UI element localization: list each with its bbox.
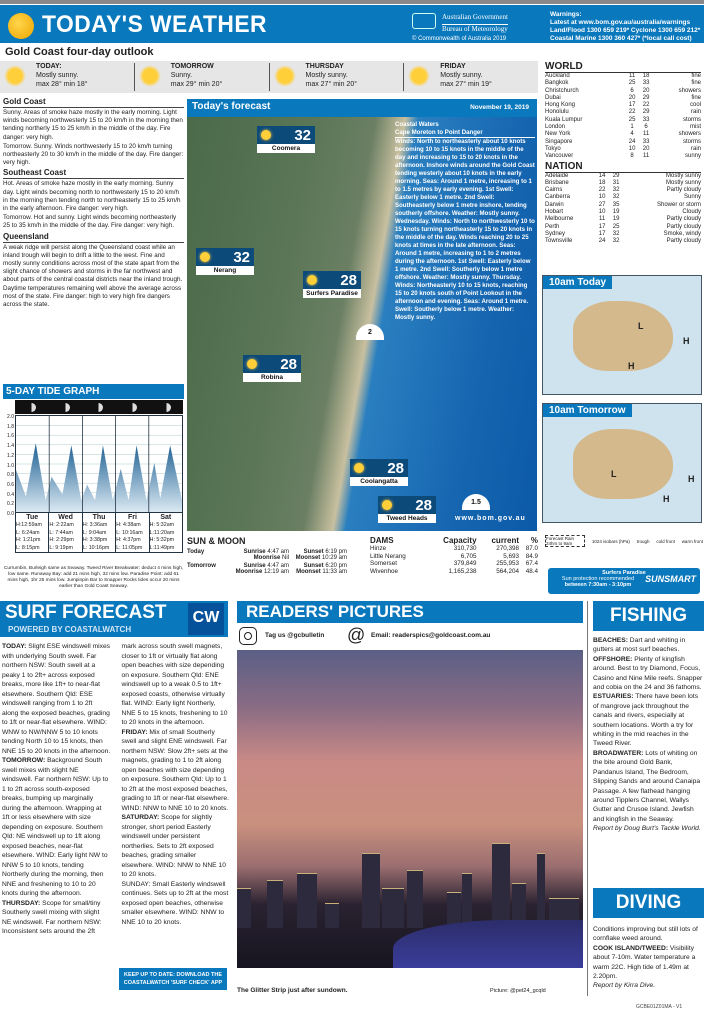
fishing-report: BEACHES: Dart and whiting in gutters at most surf beaches. OFFSHORE: Plenty of kingfish around. Best to try Diamond, Focus, Casino and Nine Mile reefs. Snapper and cobia on the 24 and 36 fathoms. ESTUARIES: There have been lots of mangrove jack throughout the canals and rivers, especially at southern locations. Worth a try for whiting in the mid reaches in the Tweed River. BROADWATER: Lots of whiting on the bite around Gold Bank, Pandanus Island, The Bedroom, Slipping Sands and around Canaipa Passage. A few flathead hanging around Tipplers Channel, Wallys Gutter and Crusoe Island. Jewfish and kingfish in the Seaway. Report by Doug Burt's Tackle World.	[593, 637, 703, 833]
table-row: Darwin 27 35 Shower or storm	[545, 201, 701, 208]
coat-of-arms-icon	[412, 13, 436, 29]
sun-icon	[200, 252, 210, 262]
sun-icon	[8, 13, 34, 39]
readers-photo	[237, 650, 583, 968]
sun-icon	[307, 275, 317, 285]
table-row: Brisbane 18 31 Mostly sunny	[545, 179, 701, 186]
table-row: Melbourne 11 19 Partly cloudy	[545, 216, 701, 223]
synoptic-chart-tomorrow: 10am Tomorrow L H H	[542, 403, 702, 523]
city-skyline	[237, 818, 583, 928]
outlook-day: TODAY: Mostly sunny. max 28° min 18°	[0, 63, 135, 91]
sun-icon	[247, 359, 257, 369]
outlook-title: Gold Coast four-day outlook	[5, 46, 154, 58]
location-temp: 28 Coolangatta	[350, 459, 408, 486]
table-row: Wivenhoe 1,165,238 564,204 48.4	[370, 567, 538, 575]
copyright: © Commonwealth of Australia 2019	[412, 36, 507, 42]
regional-forecasts: Gold Coast Sunny. Areas of smoke haze mostly in the early morning. Light winds becoming northwesterly 15 to 20 km/h in the morning then tending northerly 15 to 25 km/h in the middle of the day. Fire danger: very high. Tomorrow. Sunny. Winds northwesterly 15 to 20 km/h turning northeasterly 20 to 30 km/h in the middle of the day. Fire danger: very high. Southeast Coast Hot. Areas of smoke haze mostly in the early morning. Sunny day. Light winds becoming north to northwesterly 15 to 20 km/h in the morning then tending north to northeasterly 15 to 25 km/h in the early afternoon. Fire danger: very high. Tomorrow. Hot and sunny. Light winds becoming northeasterly 25 to 35 km/h in the middle of the day. Fire danger: very high. Queensland A weak ridge will persist along the Queensland coast while an inland trough will begin to drift a little to the west. Fine and mostly sunny conditions across most of the state apart from the slight chance of showers and storms in the far northwest and about parts of the central coastal districts near the inland trough. Daytime temperatures remaining well above the average across most of the state. Fire danger: high to very high fire dangers across the state.	[3, 97, 184, 309]
moon-phases	[15, 400, 183, 414]
table-row: Dubai 20 29 fine	[545, 94, 701, 101]
outlook-day: THURSDAY Mostly sunny. max 27° min 20°	[270, 63, 405, 91]
sun-cloud-icon	[4, 65, 26, 87]
dams-table: DAMS Capacity current % Hinze 310,730 270,398 87.0 Little Nerang 6,705 5,693 84.9 Somerset 379,849 255,953 67.4 Wivenhoe 1,165,238 564,204 48.4	[370, 536, 538, 575]
four-day-outlook	[0, 61, 538, 93]
readers-pictures-title: READERS' PICTURES	[237, 601, 583, 623]
synoptic-legend: Forecast Rain 24hrs to 9am 1024 isobars (hPa) trough cold front warm front	[546, 536, 703, 546]
email-at-icon: @	[347, 625, 366, 645]
moon-icon	[128, 403, 137, 412]
section-heading: Gold Coast	[3, 97, 184, 108]
tide-graph-title: 5-DAY TIDE GRAPH	[3, 384, 184, 399]
instagram-tag[interactable]: Tag us @gcbulletin	[265, 632, 325, 639]
tide-day: Sat H: 5:32am L:11:20am H: 5:32pm L:11:49pm	[149, 514, 175, 551]
outlook-day: TOMORROW Sunny. max 29° min 20°	[135, 63, 270, 91]
weather-header	[0, 5, 704, 43]
sun-moon: SUN & MOON Today Sunrise 4:47 am Sunset 6:19 pm Moonrise Nil Moonset 10:29 am Tomorrow Sunrise 4:47 am Sunset 6:20 pm Moonrise 12:19 am Moonset 11:33 am	[187, 536, 347, 575]
section-heading: Southeast Coast	[3, 168, 184, 179]
top-rule	[0, 0, 704, 4]
tide-day: Thu H: 3:36am L: 9:04am H: 3:38pm L: 10:16pm	[83, 513, 116, 552]
world-nation-temps: WORLD Auckland 11 18 fine Bangkok 25 33 fine Christchurch 6 20 showers Dubai 20 29 fine Hong Kong 17 22 cool Honolulu 22 29 rain Kuala Lumpur 25 33 storms London 1 6 mist New York 4 11 showers Singapore 24 33 storms Tokyo 10 20 rain Vancouver 8 11 sunny NATION Adelaide 14 29 Mostly sunny Brisbane 18 31 Mostly sunny Cairns 22 32 Partly cloudy Canberra 10 32 Sunny Darwin 27 35 Shower or storm Hobart 10 19 Cloudy Melbourne 11 19 Partly cloudy Perth 17 25 Partly cloudy Sydney 17 32 Smoke, windy Townsville 24 32 Partly cloudy	[545, 61, 701, 245]
table-row: Adelaide 14 29 Mostly sunny	[545, 172, 701, 179]
moon-icon	[162, 403, 171, 412]
outlook-day: FRIDAY Mostly sunny. max 27° min 19°	[404, 63, 538, 91]
sun-icon	[139, 65, 161, 87]
sun-cloud-icon	[408, 65, 430, 87]
table-row: Kuala Lumpur 25 33 storms	[545, 116, 701, 123]
moon-icon	[61, 403, 70, 412]
coastal-waters: Coastal Waters Cape Moreton to Point Danger Winds: North to northeasterly about 10 knots becoming 10 to 15 knots in the middle of the day and increasing to 15 to 20 knots in the afternoon. Inshore winds around the Gold Coast tending westerly about 10 knots in the early morning. Seas: Around 1 metre, increasing to 1 to 1.5 metres by early evening. 1st Swell: Easterly below 1 metre. 2nd Swell: Southeasterly below 1 metre inshore, tending southerly offshore. Weather: Mostly sunny. Wednesday. Winds: North to northwesterly 10 to 15 knots turning northeasterly 15 to 20 knots in the middle of the day. Winds reaching 20 to 25 knots at times in the late afternoon. Seas: Around 1 metre, increasing to 1 to 2 metres during the afternoon. 1st Swell: Easterly below 1 metre. 2nd Swell: Southerly below 1 metre offshore. Weather: Mostly sunny. Thursday. Winds: Northeasterly 10 to 15 knots, reaching 15 to 20 knots south of Point Lookout in the afternoon and evening. Seas: Around 1 metre. Swell: Southerly below 1 metre. Weather: Mostly sunny.	[395, 121, 535, 321]
tide-day: Tue H:12:59am L: 6:24am H: 1:21pm L: 8:15pm	[16, 513, 49, 552]
sun-icon	[354, 463, 364, 473]
surf-forecast-text: TODAY: Slight ESE windswell mixes with underlying South swell. Far northern NSW: South swell at a peaky 1 to 2ft+ across exposed breaks, more like 1ft+ to near-flat elsewhere. Southern Qld: ESE windswell ranging from 1 to 2ft along the exposed beaches, grading to 1ft or near-flat elsewhere. WIND: WNW to NW/NNW 5 to 10 knots tending North 10 to 15 knots, then NNE 15 to 20 knots in the afternoon. TOMORROW: Background South swell mixes with slight NE windswell. Far northern NSW: Up to 1 to 2ft across south-exposed breaks, bumping up marginally during the afternoon. Wrapping at 1ft or less elsewhere with size depending on exposure. Southern Qld: NE windswell up to 1ft along exposed beaches, near-flat elsewhere. WIND: Early light NW to NNW 5 to 10 knots, tending Northerly during the morning, then NNE and freshening to 10 to 20 knots during the afternoon. THURSDAY: Scope for small/tiny Southerly swell mixing with slight NE windswell. Far northern NSW: Inconsistent sets around the 2ft mark across south swell magnets, closer to 1ft or virtually flat along open beaches with size depending on exposure. Southern Qld: ENE windswell up to a weak 0.5 to 1ft+ exposed coasts, otherwise virtually flat. WIND: Early light Northerly, NNE 5 to 15 knots, freshening to 10 to 20 knots in the afternoon. FRIDAY: Mix of small Southerly swell and slight ENE windswell. Far northern NSW: Slow 2ft+ sets at the magnets, grading to 1 to 2ft along open beaches with size depending on exposure. Southern Qld: Up to 1 to 2ft at the most exposed beaches, grading to 1ft or near-flat elsewhere. WIND: NNW to NNE 10 to 20 knots. SATURDAY: Scope for slightly stronger, short period Easterly windswell under persistent northerlies. Sets to 2ft exposed beaches, grading smaller elsewhere. WIND: NNW to NNE 10 to 20 knots. SUNDAY: Small Easterly windswell continues. Sets up to 2ft at the most exposed open beaches, otherwise smaller elsewhere. WIND: NNW to NNE 10 to 20 knots.	[2, 643, 229, 935]
table-row: Cairns 22 32 Partly cloudy	[545, 187, 701, 194]
table-row: Bangkok 25 33 fine	[545, 80, 701, 87]
table-row: Vancouver 8 11 sunny	[545, 153, 701, 160]
wave-height-icon: 1.5	[462, 494, 490, 510]
location-temp: 28 Tweed Heads	[378, 496, 436, 523]
forecast-header	[187, 99, 537, 117]
table-row: Hobart 10 19 Cloudy	[545, 209, 701, 216]
table-row: New York 4 11 showers	[545, 131, 701, 138]
table-row: Townsville 24 32 Partly cloudy	[545, 238, 701, 245]
location-temp: 32 Nerang	[196, 248, 254, 275]
bom-url[interactable]: www.bom.gov.au	[455, 515, 526, 522]
tide-day: Wed H: 2:22am L: 7:44am H: 2:29pm L: 9:19pm	[49, 513, 82, 552]
page-title: TODAY'S WEATHER	[42, 11, 267, 38]
table-row: Christchurch 6 20 showers	[545, 87, 701, 94]
sun-icon	[261, 130, 271, 140]
sun-cloud-icon	[274, 65, 296, 87]
surf-header: SURF FORECAST POWERED BY COASTALWATCH CW	[0, 601, 228, 637]
tide-times-table	[15, 513, 183, 553]
tide-day: Fri H: 4:38am L: 10:16am H: 4:37pm L: 11:05pm	[116, 513, 149, 552]
sun-icon	[382, 500, 392, 510]
diving-title: DIVING	[593, 888, 704, 918]
instagram-icon	[239, 627, 257, 645]
forecast-title: Today's forecast	[192, 101, 271, 112]
table-row: Singapore 24 33 storms	[545, 138, 701, 145]
table-row: Sydney 17 32 Smoke, windy	[545, 230, 701, 237]
gov-line2: Bureau of Meteorology	[442, 25, 508, 33]
table-row: Canberra 10 32 Sunny	[545, 194, 701, 201]
table-row: Little Nerang 6,705 5,693 84.9	[370, 552, 538, 560]
table-row: Somerset 379,849 255,953 67.4	[370, 560, 538, 567]
gov-line1: Australian Government	[442, 13, 508, 21]
sunsmart-banner: Surfers Paradise Sun protection recommended between 7:30am - 3:10pm SUNSMART	[548, 568, 700, 594]
warnings: Warnings: Latest at www.bom.gov.au/australia/warnings Land/Flood 1300 659 219* Cyclone 1300 659 212* Coastal Marine 1300 360 427* (*local call cost)	[550, 11, 701, 42]
table-row: Hong Kong 17 22 cool	[545, 102, 701, 109]
column-divider	[587, 601, 588, 996]
coastalwatch-logo: CW	[188, 603, 224, 635]
table-row: Honolulu 22 29 rain	[545, 109, 701, 116]
location-temp: 32 Coomera	[257, 126, 315, 153]
diving-report: Conditions improving but still lots of cornflake weed around. COOK ISLAND/TWEED: Visibility about 7-10m. Water temperature a warm 22C. High tide of 1.49m at 2.20pm. Report by Kirra Dive.	[593, 926, 698, 990]
tide-y-axis: 2.0 1.8 1.6 1.4 1.2 1.0 0.8 0.6 0.4 0.2 0.0	[7, 414, 14, 518]
synoptic-chart-today: 10am Today L H H	[542, 275, 702, 395]
readers-contact	[237, 625, 583, 647]
moon-icon	[27, 403, 36, 412]
table-row: London 1 6 mist	[545, 124, 701, 131]
moon-icon	[94, 403, 103, 412]
table-row: Perth 17 25 Partly cloudy	[545, 223, 701, 230]
table-row: Hinze 310,730 270,398 87.0	[370, 545, 538, 552]
photo-credit: Picture: @pet24_gcqld	[490, 988, 546, 994]
page-id: GCBE01Z01MA - V1	[636, 1004, 683, 1010]
location-temp: 28 Robina	[243, 355, 301, 382]
email-link[interactable]: Email: readerspics@goldcoast.com.au	[371, 632, 491, 639]
table-row: Tokyo 10 20 rain	[545, 145, 701, 152]
tide-chart	[15, 415, 183, 513]
wave-height-icon: 2	[356, 324, 384, 340]
tide-note: Currumbin, Burleigh same as Seaway. Tweed River Breakwater: deduct 4 mins high, low same. Runaway Bay: add 21 mins high, 32 mins low. Paradise Point: add 61 mins high, 1hr 25 mins low. Jumpinpin Bar to Snapper Rocks tides occur 20 mins earlier than Gold Coast Seaway.	[3, 566, 184, 589]
surf-app-cta[interactable]: KEEP UP TO DATE: DOWNLOAD THE COASTALWATCH 'SURF CHECK' APP	[119, 968, 227, 990]
photo-caption: The Glitter Strip just after sundown.	[237, 987, 348, 994]
section-heading: Queensland	[3, 232, 184, 243]
fishing-title: FISHING	[593, 601, 704, 631]
sunsmart-logo: SUNSMART	[645, 574, 696, 584]
table-row: Auckland 11 18 fine	[545, 73, 701, 79]
location-temp: 28 Surfers Paradise	[303, 271, 361, 298]
forecast-date: November 19, 2019	[470, 104, 529, 111]
